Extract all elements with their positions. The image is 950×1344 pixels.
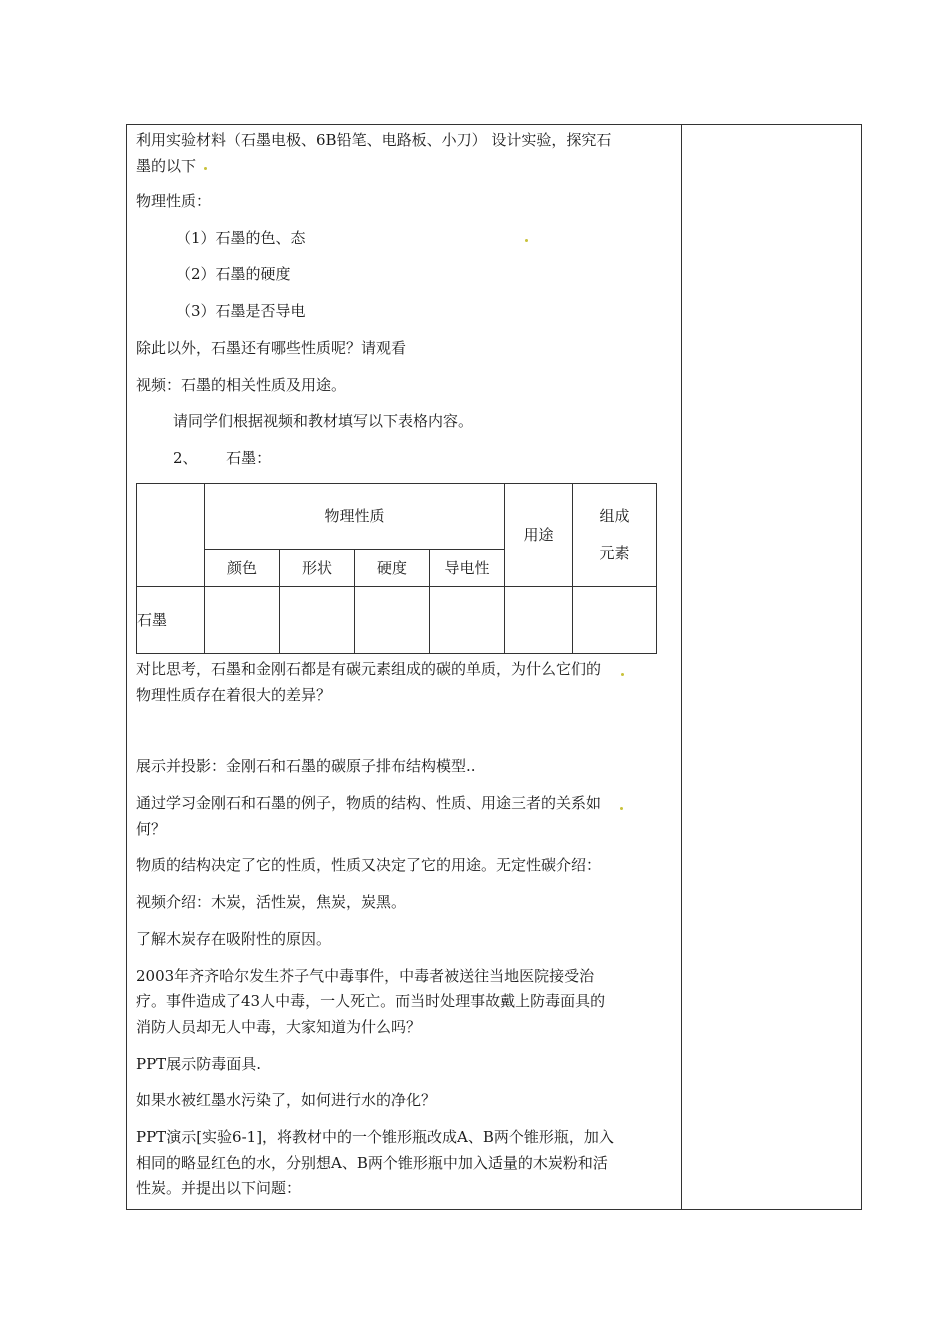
text-line: 物质的结构决定了它的性质，性质又决定了它的用途。无定性碳介绍：: [136, 856, 602, 874]
table-corner-cell: [137, 484, 205, 587]
text-line: 疗。事件造成了43人中毒，一人死亡。而当时处理事故戴上防毒面具的: [136, 992, 606, 1010]
text-line: 2003年齐齐哈尔发生芥子气中毒事件，中毒者被送往当地医院接受治: [136, 967, 595, 985]
header-composition: [573, 484, 657, 587]
text-line: PPT展示防毒面具.: [136, 1055, 261, 1073]
header-composition-line1: 组成: [599, 507, 630, 525]
text-line: 对比思考，石墨和金刚石都是有碳元素组成的碳的单质，为什么它们的: [136, 660, 602, 678]
header-shape: 形状: [280, 550, 355, 587]
text-line: （3）石墨是否导电: [176, 302, 306, 320]
text-line: 2、 石墨：: [173, 449, 272, 467]
text-line: 如果水被红墨水污染了，如何进行水的净化？: [136, 1091, 437, 1109]
lesson-frame: [126, 124, 862, 1210]
text-line: 物理性质存在着很大的差异？: [136, 686, 332, 704]
cell-color: [205, 587, 280, 654]
speck-mark: [525, 239, 528, 242]
row-label-graphite: 石墨: [137, 587, 205, 654]
text-line: 何？: [136, 820, 167, 838]
speck-mark: [621, 673, 624, 676]
text-line: 利用实验材料（石墨电极、6B铅笔、电路板、小刀） 设计实验，探究石: [136, 131, 612, 149]
cell-shape: [280, 587, 355, 654]
text-line: 视频：石墨的相关性质及用途。: [136, 376, 347, 394]
text-line: 消防人员却无人中毒，大家知道为什么吗？: [136, 1018, 422, 1036]
text-line: 性炭。并提出以下问题：: [136, 1179, 302, 1197]
text-line: 通过学习金刚石和石墨的例子，物质的结构、性质、用途三者的关系如: [136, 794, 602, 812]
text-line: （1）石墨的色、态: [176, 229, 306, 247]
text-line: 墨的以下: [136, 157, 197, 175]
header-physical-properties: 物理性质: [205, 484, 505, 550]
text-line: 了解木炭存在吸附性的原因。: [136, 930, 332, 948]
cell-composition: [573, 587, 657, 654]
column-divider: [681, 125, 682, 1209]
text-line: 视频介绍：木炭，活性炭，焦炭，炭黑。: [136, 893, 407, 911]
cell-use: [505, 587, 573, 654]
header-hardness: 硬度: [355, 550, 430, 587]
header-use: 用途: [505, 484, 573, 587]
text-line: 请同学们根据视频和教材填写以下表格内容。: [173, 412, 474, 430]
text-line: PPT演示[实验6-1]，将教材中的一个锥形瓶改成A、B两个锥形瓶，加入: [136, 1128, 614, 1146]
cell-hardness: [355, 587, 430, 654]
text-line: 相同的略显红色的水，分别想A、B两个锥形瓶中加入适量的木炭粉和活: [136, 1154, 608, 1172]
graphite-table: [136, 483, 657, 654]
header-composition-line2: 元素: [599, 544, 630, 562]
speck-mark: [204, 167, 207, 170]
cell-conductivity: [430, 587, 505, 654]
text-line: 除此以外，石墨还有哪些性质呢？请观看: [136, 339, 407, 357]
text-line: 物理性质：: [136, 192, 212, 210]
speck-mark: [620, 807, 623, 810]
text-line: 展示并投影：金刚石和石墨的碳原子排布结构模型..: [136, 757, 476, 775]
text-line: （2）石墨的硬度: [176, 265, 291, 283]
header-color: 颜色: [205, 550, 280, 587]
header-conductivity: 导电性: [430, 550, 505, 587]
